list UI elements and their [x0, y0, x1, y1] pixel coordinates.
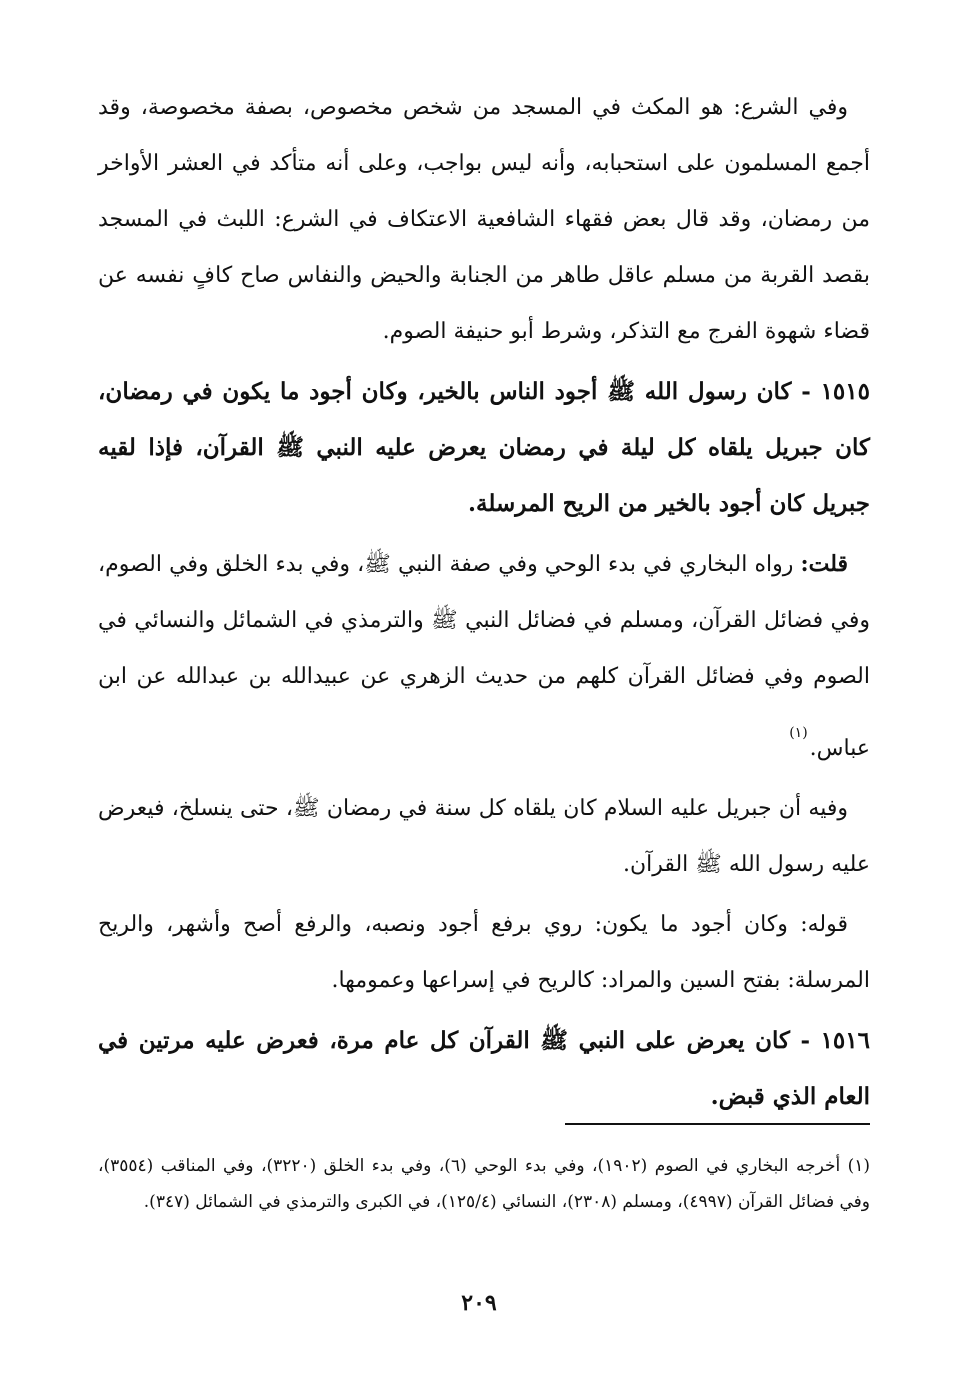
footnote-reference[interactable]: (١): [789, 725, 808, 741]
hadith-1516: [98, 1013, 870, 1125]
hadith-text: كان يعرض على النبي ﷺ القرآن كل عام مرة، فعرض عليه مرتين في العام الذي قبض.: [98, 1027, 870, 1110]
footnotes-section: [98, 1148, 870, 1220]
paragraph-qawluhu: قوله: وكان أجود ما يكون: روي برفع أجود ونصبه، والرفع أصح وأشهر، والريح المرسلة: بفتح السين والمراد: كالريح في إسراعها وعمومها.: [98, 912, 870, 993]
page-number: ٢٠٩: [461, 1290, 497, 1316]
paragraph-sharia-definition: وفي الشرع: هو المكث في المسجد من شخص مخصوص، بصفة مخصوصة، وقد أجمع المسلمون على استحبابه، وأنه ليس بواجب، وعلى أنه متأكد في العشر الأواخر من رمضان، وقد قال بعض فقهاء الشافعية الاعتكاف في الشرع: اللبث في المسجد بقصد القربة من مسلم عاقل طاهر من الجنابة والحيض والنفاس صاح كافٍ نفسه عن قضاء شهوة الفرج مع التذكر، وشرط أبو حنيفة الصوم.: [98, 95, 870, 344]
hadith-number: ١٥١٦ -: [800, 1027, 870, 1054]
paragraph-jibril: وفيه أن جبريل عليه السلام كان يلقاه كل سنة في رمضان ﷺ، حتى ينسلخ، فيعرض عليه رسول الله ﷺ القرآن.: [98, 796, 870, 877]
qult-text: رواه البخاري في بدء الوحي وفي صفة النبي ﷺ، وفي بدء الخلق وفي الصوم، وفي فضائل القرآن، ومسلم في فضائل النبي ﷺ والترمذي في الشمائل والنسائي في الصوم وفي فضائل القرآن كلهم من حديث الزهري عن عبيدالله بن عبدالله عن ابن عباس.: [98, 552, 870, 761]
hadith-1515: [98, 364, 870, 532]
footnote-divider: [565, 1123, 870, 1125]
hadith-text: كان رسول الله ﷺ أجود الناس بالخير، وكان أجود ما يكون في رمضان، كان جبريل يلقاه كل ليلة في رمضان يعرض عليه النبي ﷺ القرآن، فإذا لقيه جبريل كان أجود بالخير من الريح المرسلة.: [98, 378, 870, 517]
page-body: [98, 80, 870, 1129]
paragraph-qult: [98, 536, 870, 777]
footnote-1: (١) أخرجه البخاري في الصوم (١٩٠٢)، وفي بدء الوحي (٦)، وفي بدء الخلق (٣٢٢٠)، وفي المناقب (٣٥٥٤)، وفي فضائل القرآن (٤٩٩٧)، ومسلم (٢٣٠٨)، النسائي (١٢٥/٤)، في الكبرى والترمذي في الشمائل (٣٤٧).: [98, 1156, 871, 1212]
qult-label: قلت:: [800, 551, 848, 577]
hadith-number: ١٥١٥ -: [801, 378, 870, 405]
